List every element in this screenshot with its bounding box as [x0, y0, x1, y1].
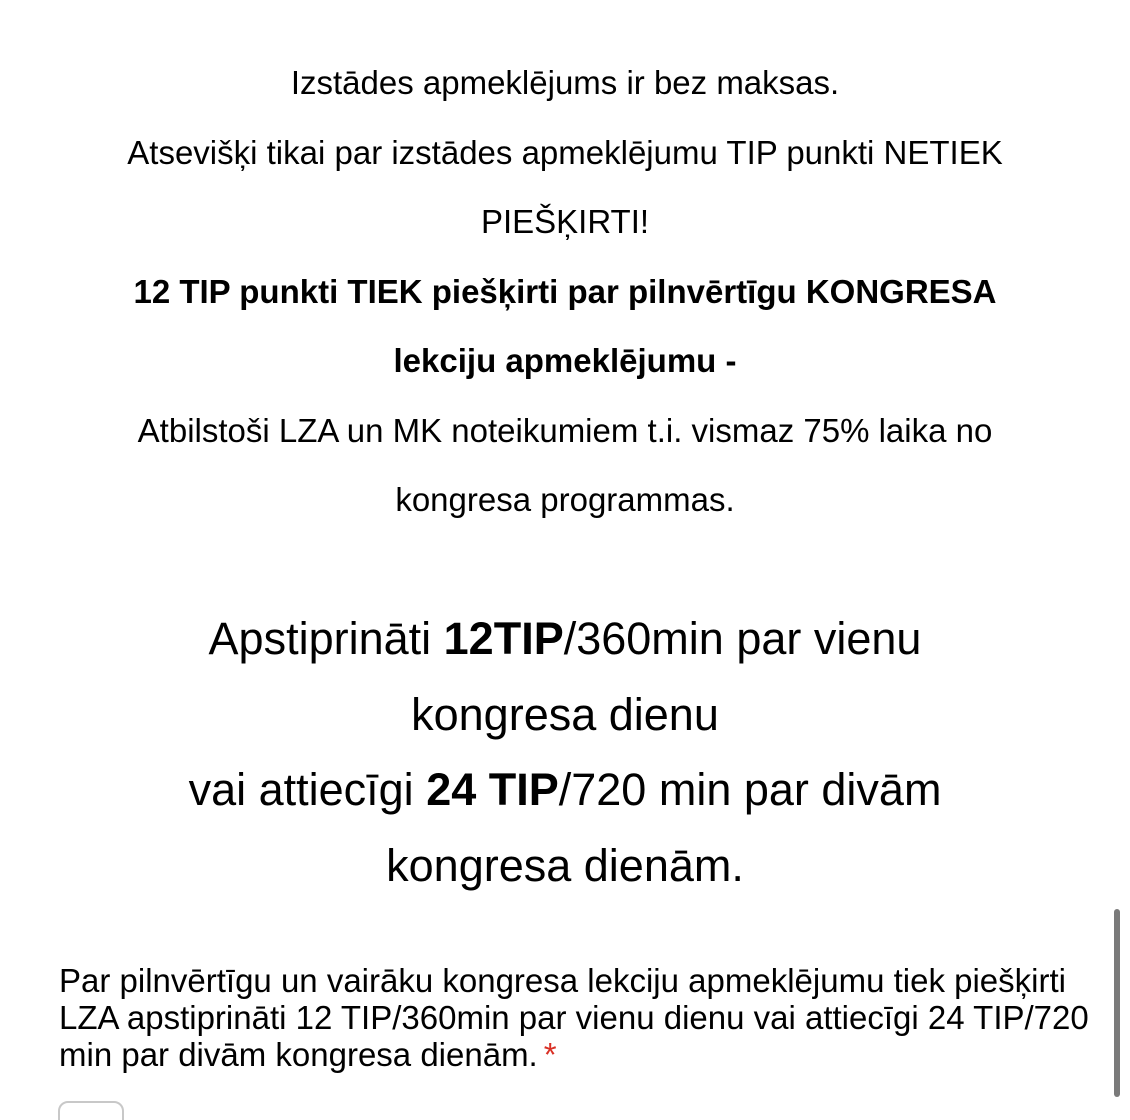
info-line-no-points-part2: PIEŠĶIRTI!: [480, 203, 650, 240]
highlight-line-2: kongresa dienu: [411, 688, 719, 740]
highlight-line-3-suffix: /720 min par divām: [558, 764, 942, 815]
approved-points-highlight: [40, 601, 1090, 903]
question-text: Par pilnvērtīgu un vairāku kongresa lekciju apmeklējumu tiek piešķirti LZA apstiprināti 12 TIP/360min par vienu dienu vai attiecīgi 24 TIP/720 min par divām kongresa dienām.: [59, 962, 1089, 1073]
consent-checkbox[interactable]: [58, 1101, 124, 1120]
highlight-line-1: [40, 601, 1090, 677]
required-asterisk: *: [543, 1036, 557, 1073]
scrollbar-thumb[interactable]: [1114, 909, 1120, 1097]
info-line-points-awarded-part1: 12 TIP punkti TIEK piešķirti par pilnvērtīgu KONGRESA: [133, 272, 997, 310]
highlight-line-4: kongresa dienām.: [386, 839, 744, 891]
info-line-requirements-part1: Atbilstoši LZA un MK noteikumiem t.i. vismaz 75% laika no: [137, 411, 993, 449]
highlight-line-3-prefix: vai attiecīgi: [188, 764, 427, 815]
info-line-no-points-part1: Atsevišķi tikai par izstādes apmeklējumu TIP punkti NETIEK: [127, 133, 1003, 171]
info-line-points-awarded: [40, 257, 1090, 396]
highlight-line-1-bold: 12TIP: [443, 613, 564, 664]
highlight-line-1-suffix: /360min par vienu: [563, 613, 922, 664]
info-line-free-entry: Izstādes apmeklējums ir bez maksas.: [290, 64, 840, 101]
info-line-points-awarded-part2: lekciju apmeklējumu -: [393, 342, 737, 379]
info-description: [40, 48, 1090, 535]
highlight-line-1-prefix: Apstiprināti: [208, 613, 444, 664]
info-line-requirements: [40, 396, 1090, 535]
info-line-no-points: [40, 118, 1090, 257]
highlight-line-3: [40, 752, 1090, 828]
highlight-line-3-bold: 24 TIP: [426, 764, 559, 815]
info-line-requirements-part2: kongresa programmas.: [395, 481, 735, 518]
question-title: [59, 962, 1099, 1073]
